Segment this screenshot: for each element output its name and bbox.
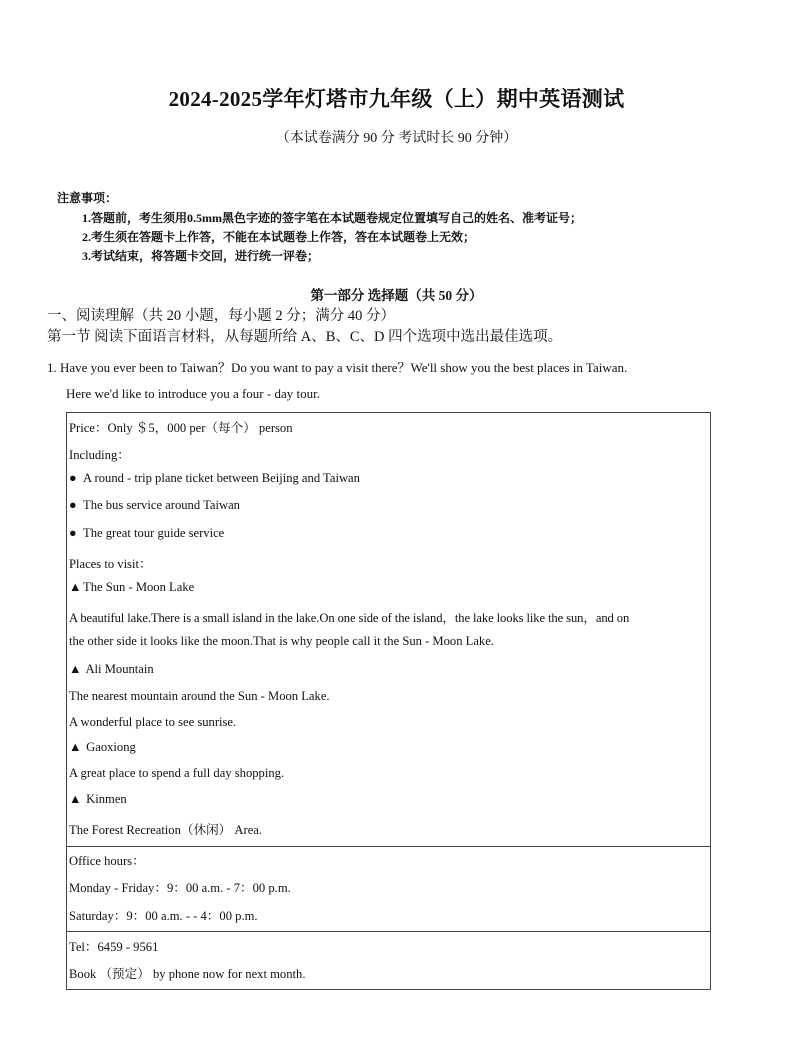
table-divider xyxy=(66,931,711,932)
table-divider xyxy=(66,846,711,847)
place-description: The nearest mountain around the Sun - Moon Lake. xyxy=(69,689,330,703)
question-intro: Here we'd like to introduce you a four - day tour. xyxy=(66,386,320,401)
place-heading: ▲ Ali Mountain xyxy=(69,662,154,676)
part-title: 第一部分 选择题（共 50 分） xyxy=(310,288,483,303)
places-label: Places to visit： xyxy=(69,557,152,571)
bullet-icon: ● xyxy=(69,526,77,540)
notice-item: 2.考生须在答题卡上作答，不能在本试题卷上作答，答在本试题卷上无效； xyxy=(82,230,476,244)
section-title: 一、阅读理解（共 20 小题，每小题 2 分；满分 40 分） xyxy=(47,308,395,324)
office-hours-saturday: Saturday：9：00 a.m. - - 4：00 p.m. xyxy=(69,909,258,923)
notice-item: 1.答题前，考生须用0.5mm黑色字迹的签字笔在本试题卷规定位置填写自己的姓名、准考证号； xyxy=(82,211,582,225)
price-line: Price：Only ＄5，000 per（每个） person xyxy=(69,421,293,435)
bullet-icon: ● xyxy=(69,498,77,512)
place-description: A great place to spend a full day shopping. xyxy=(69,766,285,780)
triangle-icon: ▲ xyxy=(69,662,82,676)
place-description: The Forest Recreation（休闲） Area. xyxy=(69,823,263,837)
telephone: Tel：6459 - 9561 xyxy=(69,940,159,954)
notice-heading: 注意事项： xyxy=(57,191,118,205)
list-item: ● The great tour guide service xyxy=(69,526,225,540)
place-heading: ▲ Gaoxiong xyxy=(69,740,136,754)
notice-item: 3.考试结束，将答题卡交回，进行统一评卷； xyxy=(82,249,320,263)
office-hours-weekday: Monday - Friday：9：00 a.m. - 7：00 p.m. xyxy=(69,881,291,895)
list-item: ● The bus service around Taiwan xyxy=(69,498,240,512)
bullet-icon: ● xyxy=(69,471,77,485)
place-description: the other side it looks like the moon.That is why people call it the Sun - Moon Lake. xyxy=(69,634,494,648)
page-title: 2024-2025学年灯塔市九年级（上）期中英语测试 xyxy=(168,87,625,111)
including-label: Including： xyxy=(69,448,130,462)
triangle-icon: ▲ xyxy=(69,580,82,594)
place-description: A beautiful lake.There is a small island in the lake.On one side of the island，the lake looks like the sun，and on xyxy=(69,611,630,625)
booking-note: Book （预定） by phone now for next month. xyxy=(69,967,306,981)
place-heading: ▲ Kinmen xyxy=(69,792,127,806)
list-item: ● A round - trip plane ticket between Beijing and Taiwan xyxy=(69,471,360,485)
triangle-icon: ▲ xyxy=(69,792,82,806)
exam-info: （本试卷满分 90 分 考试时长 90 分钟） xyxy=(275,131,518,146)
place-heading: ▲ The Sun - Moon Lake xyxy=(69,580,195,594)
place-description: A wonderful place to see sunrise. xyxy=(69,715,237,729)
office-hours-label: Office hours： xyxy=(69,854,145,868)
triangle-icon: ▲ xyxy=(69,740,82,754)
question-stem: 1. Have you ever been to Taiwan？Do you want to pay a visit there？We'll show you the best places in Taiwan. xyxy=(47,360,628,375)
subsection-instruction: 第一节 阅读下面语言材料，从每题所给 A、B、C、D 四个选项中选出最佳选项。 xyxy=(47,329,563,345)
